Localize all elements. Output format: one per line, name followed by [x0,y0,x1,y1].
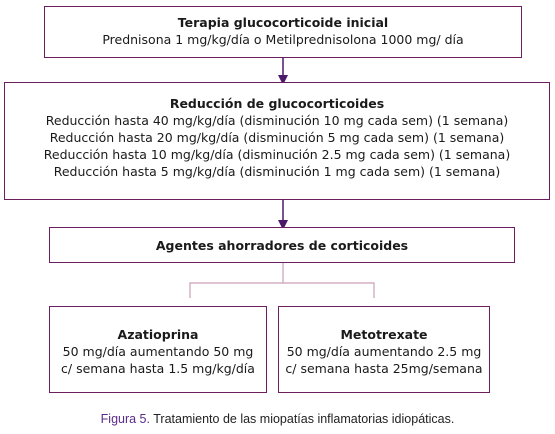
figure-label: Figura 5. [100,412,150,426]
initial-therapy-title: Terapia glucocorticoide inicial [177,15,389,30]
azathioprine-dose-line: 50 mg/día aumentando 50 mg [62,344,254,359]
initial-therapy-line: Prednisona 1 mg/kg/día o Metilprednisolona 1000 mg/ día [102,32,464,47]
reduction-step-5: Reducción hasta 5 mg/kg/día (disminución 1 mg cada sem) (1 semana) [53,164,501,179]
reduction-step-20: Reducción hasta 20 mg/kg/día (disminución 5 mg cada sem) (1 semana) [49,130,505,145]
azathioprine-dose-line: c/ semana hasta 1.5 mg/kg/día [61,361,255,376]
methotrexate-title: Metotrexate [340,327,428,342]
methotrexate-dose-line: c/ semana hasta 25mg/semana [285,361,483,376]
sparing-agents-box [49,227,515,263]
reduction-title: Reducción de glucocorticoides [169,96,385,111]
bracket-sparing-to-drugs [190,263,374,298]
methotrexate-box [278,306,490,393]
initial-therapy-box [44,6,522,58]
reduction-box [4,82,550,200]
reduction-step-40: Reducción hasta 40 mg/kg/día (disminución 10 mg cada sem) (1 semana) [45,113,509,128]
methotrexate-dose-line: 50 mg/día aumentando 2.5 mg [286,344,482,359]
sparing-agents-title: Agentes ahorradores de corticoides [155,238,409,253]
reduction-step-10: Reducción hasta 10 mg/kg/día (disminución 2.5 mg cada sem) (1 semana) [43,147,511,162]
figure-caption [0,412,555,426]
figure-caption-text: Tratamiento de las miopatías inflamatorias idiopáticas. [150,412,455,426]
azathioprine-title: Azatioprina [117,327,199,342]
azathioprine-box [49,306,267,393]
